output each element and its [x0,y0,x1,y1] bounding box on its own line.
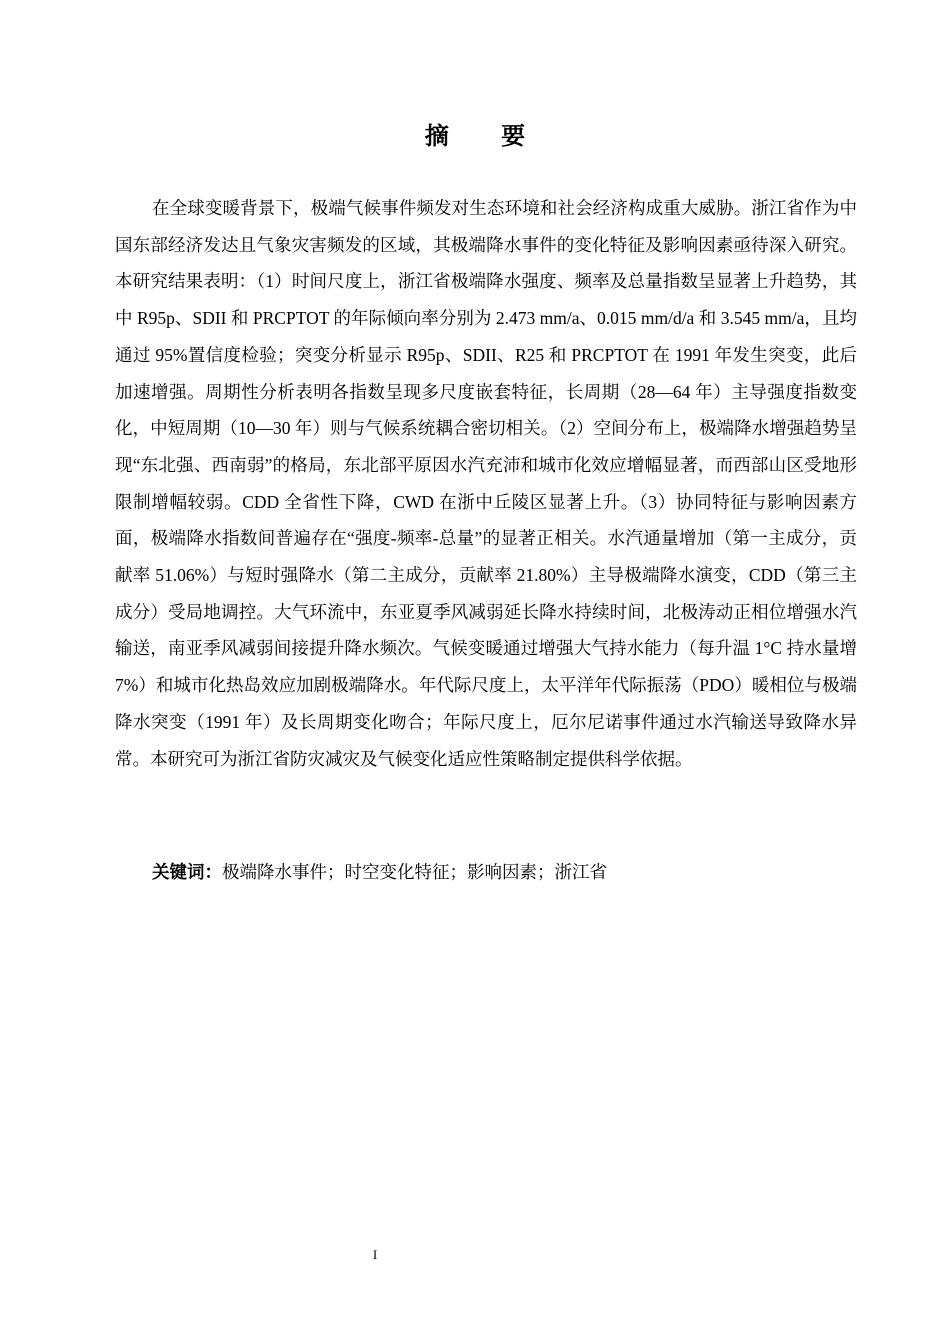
keywords-text: 极端降水事件；时空变化特征；影响因素；浙江省 [222,862,607,882]
keywords-line [152,854,857,891]
page-title: 摘 要 [424,122,548,150]
keywords-label: 关键词： [152,863,222,883]
abstract-paragraph: 在全球变暖背景下，极端气候事件频发对生态环境和社会经济构成重大威胁。浙江省作为中国东部经济发达且气象灾害频发的区域，其极端降水事件的变化特征及影响因素亟待深入研究。本研究结果表明：（1）时间尺度上，浙江省极端降水强度、频率及总量指数呈显著上升趋势，其中 R95p、SDII 和 PRCPTOT 的年际倾向率分别为 2.473 mm/a、0.015 mm/d/a 和 3.545 mm/a，且均通过 95%置信度检验；突变分析显示 R95p、SDII、R25 和 PRCPTOT 在 1991 年发生突变，此后加速增强。周期性分析表明各指数呈现多尺度嵌套特征，长周期（28—64 年）主导强度指数变化，中短周期（10—30 年）则与气候系统耦合密切相关。（2）空间分布上，极端降水增强趋势呈现“东北强、西南弱”的格局，东北部平原因水汽充沛和城市化效应增幅显著，而西部山区受地形限制增幅较弱。CDD 全省性下降，CWD 在浙中丘陵区显著上升。（3）协同特征与影响因素方面，极端降水指数间普遍存在“强度-频率-总量”的显著正相关。水汽通量增加（第一主成分，贡献率 51.06%）与短时强降水（第二主成分，贡献率 21.80%）主导极端降水演变，CDD（第三主成分）受局地调控。大气环流中，东亚夏季风减弱延长降水持续时间，北极涛动正相位增强水汽输送，南亚季风减弱间接提升降水频次。气候变暖通过增强大气持水能力（每升温 1°C 持水量增 7%）和城市化热岛效应加剧极端降水。年代际尺度上，太平洋年代际振荡（PDO）暖相位与极端降水突变（1991 年）及长周期变化吻合；年际尺度上，厄尔尼诺事件通过水汽输送导致降水异常。本研究可为浙江省防灾减灾及气候变化适应性策略制定提供科学依据。 [115,198,857,769]
page-number: I [372,1247,378,1262]
